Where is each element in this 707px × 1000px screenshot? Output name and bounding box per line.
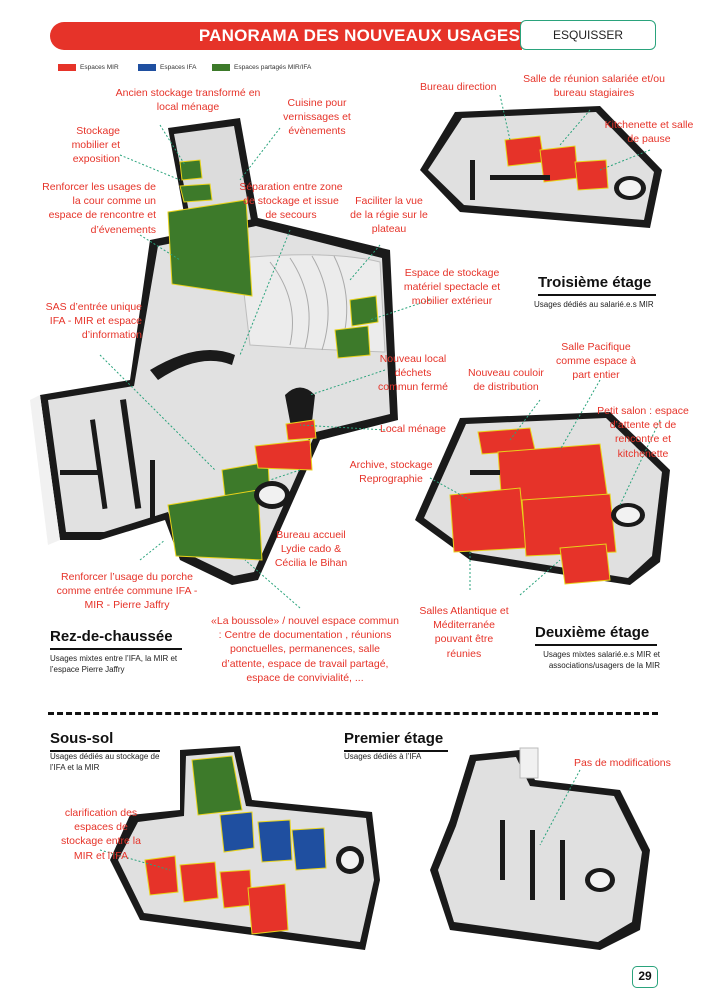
annotation-ancien-stockage: Ancien stockage transformé en local ménage <box>115 87 261 114</box>
section-subtitle-sous-sol: Usages dédiés au stockage de l’IFA et la MIR <box>50 752 160 772</box>
annotation-petit-salon: Petit salon : espace d’attente et de rencontre et kitchenette <box>597 405 689 460</box>
annotation-local-dechets: Nouveau local déchets commun fermé <box>377 353 449 394</box>
section-title-rdc: Rez-de-chaussée <box>50 628 173 645</box>
section-rule-deuxieme <box>535 644 657 646</box>
section-title-sous-sol: Sous-sol <box>50 730 114 747</box>
legend-label-mir: Espaces MIR <box>80 63 119 71</box>
annotation-salles-atlantique: Salles Atlantique et Méditerranée pouvant être réunies <box>419 605 509 660</box>
legend-label-ifa: Espaces IFA <box>160 63 197 71</box>
esquisser-badge: ESQUISSER <box>520 20 656 50</box>
section-title-deuxieme: Deuxième étage <box>535 624 650 641</box>
section-subtitle-rdc: Usages mixtes entre l’IFA, la MIR et l’espace Pierre Jaffry <box>50 654 178 674</box>
annotation-couloir: Nouveau couloir de distribution <box>468 367 544 394</box>
annotation-espace-stockage: Espace de stockage matériel spectacle et mobilier extérieur <box>403 267 501 308</box>
annotation-porche: Renforcer l’usage du porche comme entrée commune IFA - MIR - Pierre Jaffry <box>56 571 198 612</box>
section-subtitle-troisieme: Usages dédiés au salarié.e.s MIR <box>534 300 654 309</box>
section-title-troisieme: Troisième étage <box>538 274 652 291</box>
annotation-local-menage: Local ménage <box>380 423 446 435</box>
annotation-pas-modifications: Pas de modifications <box>574 757 671 769</box>
section-title-premier: Premier étage <box>344 730 444 747</box>
annotation-salle-pacifique: Salle Pacifique comme espace à part entier <box>556 341 636 382</box>
page-number: 29 <box>632 966 658 988</box>
annotation-renforcer-cour: Renforcer les usages de la cour comme un espace de rencontre et d’évenements <box>42 181 156 236</box>
annotation-kitchenette: Kitchenette et salle de pause <box>604 119 694 146</box>
legend-label-shared: Espaces partagés MIR/IFA <box>234 63 312 71</box>
annotation-clarification: clarification des espaces de stockage entre la MIR et l’IFA <box>61 807 141 862</box>
annotation-faciliter-vue: Faciliter la vue de la régie sur le plateau <box>350 195 428 236</box>
section-divider <box>48 712 658 715</box>
annotation-bureau-accueil: Bureau accueil Lydie cado & Cécilia le Bihan <box>274 529 348 570</box>
plan-sous-sol <box>110 746 380 950</box>
section-subtitle-premier: Usages dédiés à l’IFA <box>344 752 422 761</box>
annotation-stockage-mobilier: Stockage mobilier et exposition <box>71 125 120 166</box>
annotation-archive: Archive, stockage Reprographie <box>349 459 433 486</box>
plan-premier-etage <box>430 748 650 950</box>
annotation-separation: Séparation entre zone de stockage et issue de secours <box>239 181 343 222</box>
section-rule-rdc <box>50 648 182 650</box>
annotation-sas: SAS d’entrée unique IFA - MIR et espace d’information <box>45 301 142 342</box>
annotation-boussole: «La boussole» / nouvel espace commun : Centre de documentation , réunions ponctuelles, permanences, salle d’attente, espace de travail partagé, espace de convivialité, ... <box>211 615 399 684</box>
annotation-cuisine: Cuisine pour vernissages et évènements <box>283 97 351 138</box>
annotation-bureau-direction: Bureau direction <box>420 81 497 93</box>
section-subtitle-deuxieme: Usages mixtes salarié.e.s MIR et associations/usagers de la MIR <box>543 650 660 670</box>
annotation-salle-reunion: Salle de réunion salariée et/ou bureau stagiaires <box>523 73 665 100</box>
page-title: PANORAMA DES NOUVEAUX USAGES <box>198 26 520 45</box>
section-rule-troisieme <box>538 294 656 296</box>
